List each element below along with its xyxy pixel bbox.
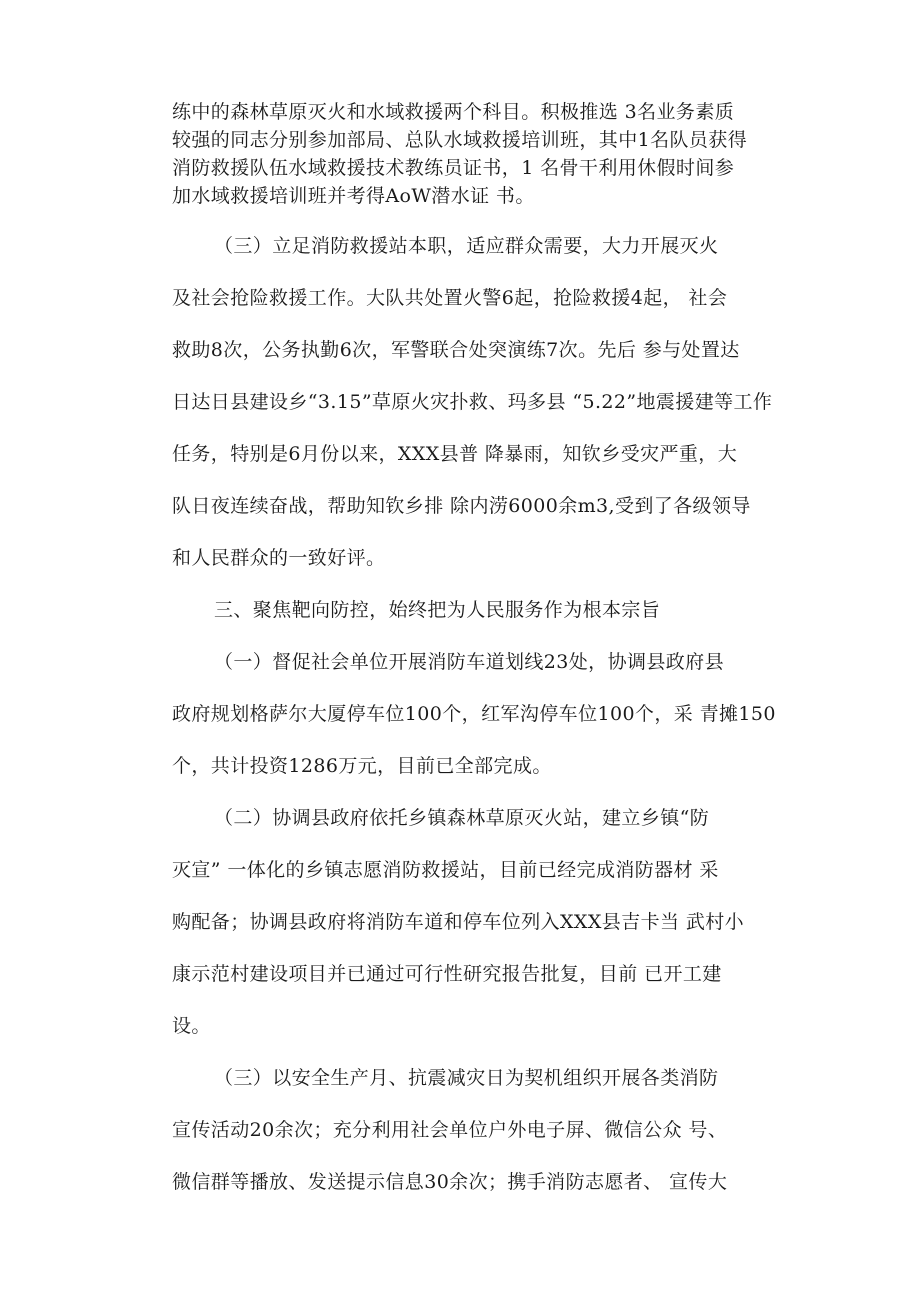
text-line: 个，共计投资1286万元，目前已全部完成。 (172, 755, 552, 777)
text-line: （三）立足消防救援站本职，适应群众需要，大力开展灭火 (214, 235, 719, 257)
text-line: 日达日县建设乡“3.15”草原火灾扑救、玛多县 “5.22”地震援建等工作 (172, 391, 773, 413)
text-line: 宣传活动20余次；充分利用社会单位户外电子屏、微信公众 号、 (172, 1119, 728, 1141)
text-line: 微信群等播放、发送提示信息30余次；携手消防志愿者、 宣传大 (172, 1171, 728, 1193)
text-line: 救助8次，公务执勤6次，军警联合处突演练7次。先后 参与处置达 (172, 339, 740, 361)
text-line: 较强的同志分别参加部局、总队水域救援培训班，其中1名队员获得 (172, 129, 748, 151)
text-line: （三）以安全生产月、抗震减灾日为契机组织开展各类消防 (214, 1067, 719, 1089)
text-line: 及社会抢险救援工作。大队共处置火警6起，抢险救援4起， 社会 (172, 287, 728, 309)
text-line: 练中的森林草原灭火和水域救援两个科目。积极推选 3名业务素质 (172, 101, 735, 123)
text-line: 政府规划格萨尔大厦停车位100个，红军沟停车位100个，采 青摊150 (172, 703, 776, 725)
text-line: 任务，特别是6月份以来，XXX县普 降暴雨，知钦乡受灾严重，大 (172, 443, 738, 465)
text-line: 设。 (172, 1015, 211, 1037)
text-line: 灭宣” 一体化的乡镇志愿消防救援站，目前已经完成消防器材 采 (172, 859, 719, 881)
text-line: （一）督促社会单位开展消防车道划线23处，协调县政府县 (214, 651, 724, 673)
text-line: 购配备；协调县政府将消防车道和停车位列入XXX县吉卡当 武村小 (172, 911, 745, 933)
text-line: 和人民群众的一致好评。 (172, 547, 386, 569)
section-heading: 三、聚焦靶向防控，始终把为人民服务作为根本宗旨 (214, 599, 661, 621)
text-line: （二）协调县政府依托乡镇森林草原灭火站，建立乡镇“防 (214, 807, 710, 829)
text-line: 队日夜连续奋战，帮助知钦乡排 除内涝6000余m3,受到了各级领导 (172, 495, 751, 517)
text-line: 康示范村建设项目并已通过可行性研究报告批复，目前 已开工建 (172, 963, 722, 985)
text-line: 消防救援队伍水域救援技术教练员证书，1 名骨干利用休假时间参 (172, 157, 735, 179)
text-line: 加水域救援培训班并考得AoW潜水证 书。 (172, 185, 535, 207)
